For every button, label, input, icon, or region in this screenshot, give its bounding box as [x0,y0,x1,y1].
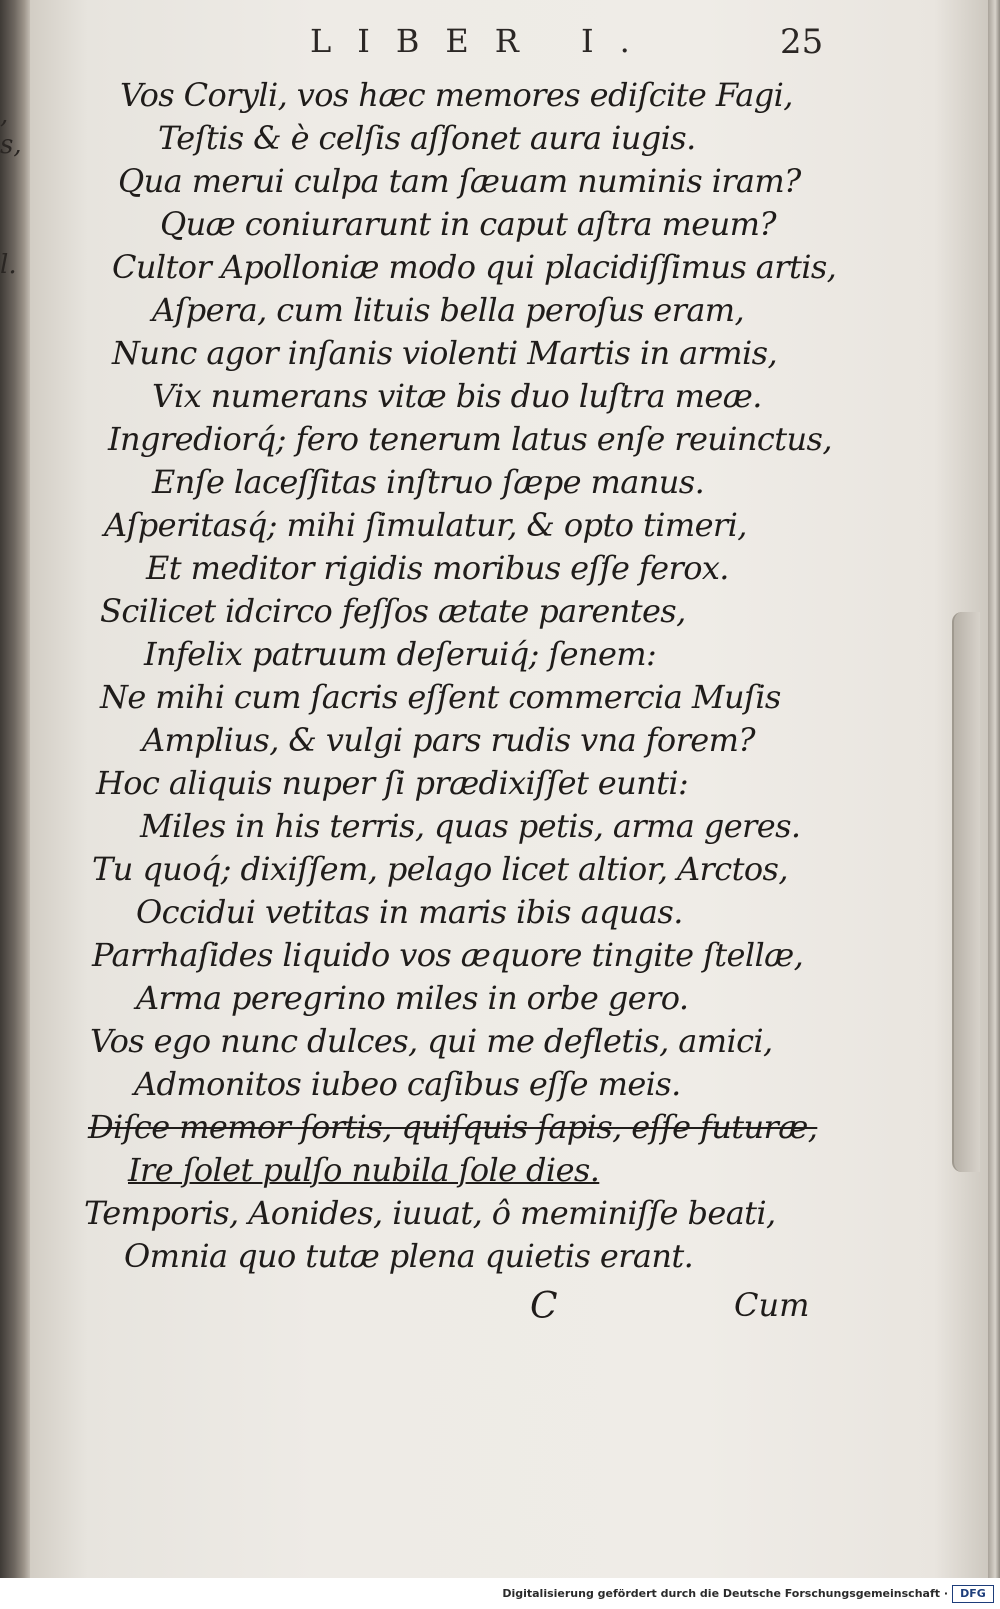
verse-line: Enſe laceſſitas inſtruo ſæpe manus. [152,463,705,501]
verse-line: Quæ coniurarunt in caput aſtra meum? [160,205,776,243]
verse-line: Scilicet idcirco feſſos ætate parentes, [100,592,686,630]
funding-notice: Digitalisierung gefördert durch die Deutsche Forschungsgemeinschaft · [502,1587,948,1600]
catchword: Cum [734,1286,810,1324]
verse-line: Qua merui culpa tam ſæuam numinis iram? [118,162,801,200]
underlined-verse-line: Ire ſolet pulſo nubila ſole dies. [128,1151,600,1189]
verse-line: Tu quoq́; dixiſſem, pelago licet altior, Arctos, [92,850,788,888]
verse-line: Infelix patruum deſeruiq́; ſenem: [144,635,657,673]
struck-verse-line: Diſce memor ſortis, quiſquis ſapis, eſſe futuræ, [88,1108,818,1146]
margin-fragment: s, [0,130,22,160]
verse-line: Aſperitasq́; mihi ſimulatur, & opto timeri, [104,506,747,544]
signature-mark: C [530,1286,558,1327]
verse-line: Hoc aliquis nuper ſi prædixiſſet eunti: [96,764,689,802]
verse-line: Parrhaſides liquido vos æquore tingite ſtellæ, [92,936,804,974]
margin-fragment: l. [0,250,17,280]
verse-line: Ingrediorq́; fero tenerum latus enſe reuinctus, [108,420,832,458]
verse-line: Nunc agor inſanis violenti Martis in armis, [112,334,778,372]
verse-line: Vix numerans vitæ bis duo luſtra meæ. [152,377,762,415]
verse-line: Vos ego nunc dulces, qui me defletis, amici, [90,1022,773,1060]
dfg-logo: DFG [952,1585,994,1603]
verse-line: Temporis, Aonides, iuuat, ô meminiſſe beati, [84,1194,776,1232]
verse-line: Admonitos iubeo caſibus eſſe meis. [134,1065,681,1103]
fore-edge [988,0,1000,1578]
previous-page-edge [0,100,22,300]
verse-line: Occidui vetitas in maris ibis aquas. [136,893,683,931]
footer-bar [0,1578,1000,1609]
margin-fragment: , [0,100,9,130]
verse-line: Amplius, & vulgi pars rudis vna forem? [142,721,755,759]
verse-line: Miles in his terris, quas petis, arma geres. [140,807,801,845]
verse-line: Arma peregrino miles in orbe gero. [136,979,689,1017]
verse-line: Omnia quo tutæ plena quietis erant. [124,1237,694,1275]
verse-line: Teſtis & è celſis aſſonet aura iugis. [158,119,696,157]
verse-line: Vos Coryli, vos hæc memores ediſcite Fagi, [120,76,793,114]
page-tab [952,612,980,1172]
running-head: LIBER I. [310,22,656,60]
page-number: 25 [780,22,824,62]
verse-line: Et meditor rigidis moribus eſſe ferox. [146,549,729,587]
verse-line: Cultor Apolloniæ modo qui placidiſſimus artis, [112,248,837,286]
verse-line: Aſpera, cum lituis bella peroſus eram, [152,291,745,329]
verse-line: Ne mihi cum ſacris eſſent commercia Muſis [100,678,781,716]
